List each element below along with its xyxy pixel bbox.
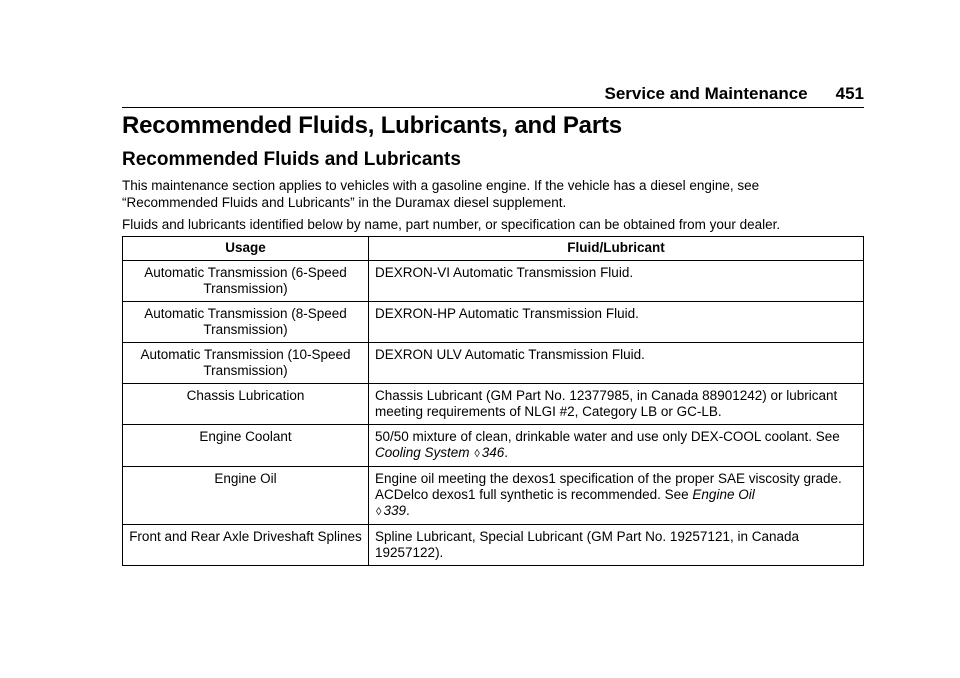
usage-cell: Engine Oil [123,467,369,525]
table-row [123,425,864,467]
table-row [123,343,864,384]
usage-cell: Automatic Transmission (6-Speed Transmission) [123,261,369,302]
page-header [122,80,864,108]
page-number: 451 [835,84,864,103]
ref-suffix: . [405,503,410,518]
column-header-usage: Usage [123,237,369,261]
table-header-row [123,237,864,261]
fluid-cell [369,467,864,525]
fluid-cell: DEXRON ULV Automatic Transmission Fluid. [369,343,864,384]
table-row [123,525,864,566]
table-row [123,261,864,302]
table-row [123,302,864,343]
cross-reference-link[interactable]: Cooling System [375,445,470,460]
usage-cell: Automatic Transmission (10-Speed Transmission) [123,343,369,384]
page-reference-icon: ◊ [376,506,382,518]
page-reference[interactable]: 339 [383,503,406,518]
fluid-text: Engine oil meeting the dexos1 specification of the proper SAE viscosity grade. ACDelco dexos1 full synthetic is recommended. See [375,471,842,502]
usage-cell: Automatic Transmission (8-Speed Transmission) [123,302,369,343]
cross-reference-link[interactable]: Engine Oil [692,487,755,502]
table-row [123,467,864,525]
fluids-table [122,236,864,566]
ref-suffix: . [504,445,509,460]
fluid-cell [369,425,864,467]
page-title: Recommended Fluids, Lubricants, and Parts [122,112,622,139]
fluid-cell: DEXRON-VI Automatic Transmission Fluid. [369,261,864,302]
page-reference-icon: ◊ [474,448,480,460]
fluid-cell: Chassis Lubricant (GM Part No. 12377985, in Canada 88901242) or lubricant meeting requirements of NLGI #2, Category LB or GC-LB. [369,384,864,425]
usage-cell: Front and Rear Axle Driveshaft Splines [123,525,369,566]
column-header-fluid: Fluid/Lubricant [369,237,864,261]
table-row [123,384,864,425]
usage-cell: Chassis Lubrication [123,384,369,425]
fluid-text: 50/50 mixture of clean, drinkable water and use only DEX-COOL coolant. See [375,429,840,444]
page-reference[interactable]: 346 [481,445,505,460]
section-heading: Recommended Fluids and Lubricants [122,149,461,170]
note-paragraph: Fluids and lubricants identified below by name, part number, or specification can be obtained from your dealer. [122,217,781,232]
usage-cell: Engine Coolant [123,425,369,467]
fluid-cell: DEXRON-HP Automatic Transmission Fluid. [369,302,864,343]
intro-paragraph: This maintenance section applies to vehicles with a gasoline engine. If the vehicle has a diesel engine, see “Recommended Fluids and Lubricants” in the Duramax diesel supplement. [122,178,760,210]
section-title: Service and Maintenance [604,84,808,103]
fluid-cell: Spline Lubricant, Special Lubricant (GM Part No. 19257121, in Canada 19257122). [369,525,864,566]
